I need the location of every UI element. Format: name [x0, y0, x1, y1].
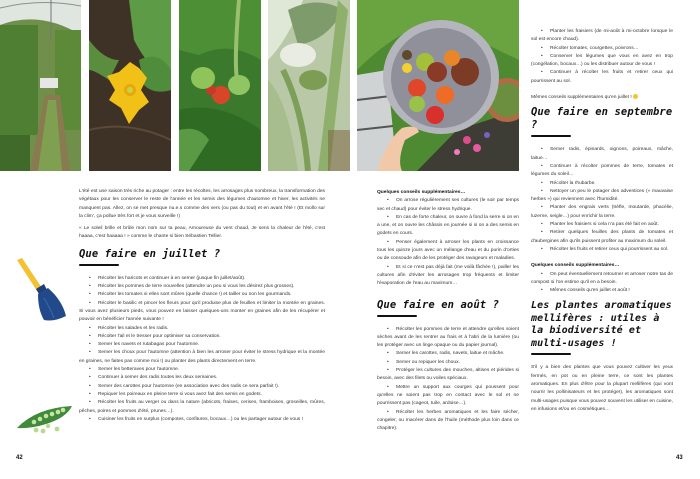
list-item: • Semer les choux pour l'automne (attention à bien les arroser pour éviter le stress hydrique et la montée en graines, ne faites pas comme moi !) ou planter des plants directement en terre. — [79, 349, 325, 366]
list-item: • On arrose régulièrement ses cultures (le soir par temps sec et chaud) pour éviter le stress hydrique. — [377, 197, 519, 214]
list-item: • Conserver les légumes que vous en avez en trop (congélation, bocaux…) ou les distribuer autour de vous ! — [531, 53, 673, 70]
list-item: • Récolter les pommes de terre et attendre qu'elles soient sèches avant de les rentrer au frais et à l'abri de la lumière (ou les protéger avec un linge opaque ou du papier journal). — [377, 326, 519, 351]
list-item: • Semer ou repiquer les choux. — [377, 359, 519, 367]
aout-heading: Que faire en août ? — [377, 298, 500, 311]
conseils-septembre-list — [531, 271, 673, 296]
wink-emoji-icon — [633, 94, 638, 99]
list-item: • Récolter les fruits au verger ou dans la nature (abricots, fraises, cerises, framboises, groseilles, mûres, pêches, poires et pommes d'été, prunes…). — [79, 399, 325, 416]
page-number-right: 43 — [676, 455, 683, 461]
list-item: • Planter les fraisiers si cela n'a pas été fait en août. — [531, 221, 673, 229]
conseils-juillet-list — [377, 197, 519, 288]
aromatiques-heading: Les plantes aromatiques mellifères : utiles à la biodiversité et multi-usages ! — [531, 300, 672, 349]
heading-underline — [377, 315, 417, 317]
juillet-list — [79, 275, 325, 424]
tomato-bowl-photo — [357, 0, 519, 171]
list-item: • Planter les fraisiers (de mi-août à mi-octobre lorsque le sol est encore chaud). — [531, 28, 673, 45]
list-item: • Semer les navets et rutabagas pour l'automne. — [79, 341, 325, 349]
list-item: • On peut éventuellement retourner et arroser notre tas de compost si l'on estime qu'il en a besoin. — [531, 271, 673, 288]
list-item: • Mêmes conseils qu'en juillet et août ! — [531, 287, 673, 295]
aout-note — [531, 94, 673, 102]
conseils-juillet-heading: Quelques conseils supplémentaires… — [377, 190, 466, 195]
list-item: • Nettoyer un peu le potager des adventices (« mauvaise herbes ») qui reviennent avec l'humidité. — [531, 188, 673, 205]
septembre-heading: Que faire en septembre ? — [531, 106, 673, 132]
intro-paragraph-2: « Le soleil brille et brûle mon nom sur ta peau, Amoureuse du vent chaud, Je sens la chaleur de l'été, c'est haaaa, c'est haaaaa ! » comme le chante si bien Sébastien Tellier. — [79, 226, 325, 240]
shovel-illustration — [14, 256, 68, 324]
right-column — [531, 28, 673, 418]
heading-underline — [531, 135, 571, 137]
list-item: • Récolter le basilic et pincer les fleurs pour qu'il produise plus de feuilles et limiter la montée en graines. Si vous avez plusieurs pieds, vous pouvez en laisser quelques-uns monter en graines afin de les récupérer et pouvoir en bénéficier l'année suivante ! — [79, 300, 325, 325]
pea-pod-illustration — [16, 404, 74, 434]
list-item: • Semer radis, épinards, oignons, poireaux, mâche, laitue… — [531, 146, 673, 163]
heading-underline — [79, 264, 119, 266]
list-item: • Semer les betteraves pour l'automne. — [79, 366, 325, 374]
list-item: • Cuisiner les fruits en surplus (compotes, confitures, bocaux…) ou les partager autour de vous ! — [79, 416, 325, 424]
list-item: • Protéger les cultures des mouches, altises et piérides si besoin, avec des filets ou voiles spéciaux. — [377, 367, 519, 384]
list-item: • Et si ce n'est pas déjà fait (me voilà fâchée !), pailler les cultures afin d'éviter les arrosages trop fréquents et limiter l'évaporation de l'eau au maximum… — [377, 264, 519, 289]
list-item: • Semer les carottes, radis, navets, laitue et mâche. — [377, 350, 519, 358]
list-item: • Retirer quelques feuilles des plants de tomates et d'aubergines afin qu'ils puissent profiter au maximum du soleil. — [531, 229, 673, 246]
list-item: • Mettre un support aux courges qui poussent pour qu'elles ne soient pas trop en contact avec le sol et ne pourrissent pas (cageot, tuile, ardoise…). — [377, 384, 519, 409]
list-item: • Continuer à récolter les fruits et retirer ceux qui pourrissent au sol. — [531, 69, 673, 86]
septembre-list — [531, 146, 673, 254]
list-item: • Récolter les pommes de terre nouvelles (attendre un peu si vous les désirez plus grosses). — [79, 283, 325, 291]
list-item: • Récolter les herbes aromatiques et les faire sécher, congeler, ou macérer dans de l'huile (méthode plus loin dans ce chapitre). — [377, 409, 519, 434]
list-item: • Penser également à arroser les plants en croissance tous les quinze jours avec un mélange d'eau et du purin d'orties ou de consoude afin de les protéger des ravageurs et maladies. — [377, 239, 519, 264]
aout-list-part1 — [377, 326, 519, 434]
page-number-left: 42 — [16, 455, 23, 461]
zucchini-flower-photo — [89, 0, 171, 171]
list-item: • Récolter tomates, courgettes, poivrons… — [531, 45, 673, 53]
aout-list-part2 — [531, 28, 673, 86]
tomatoes-plant-photo — [179, 0, 261, 171]
aromatiques-paragraph: S'il y a bien des plantes que vous pouvez cultiver les yeux fermés, en pot ou en pleine terre, ce sont les plantes aromatiques. En plus d'être pour la plupart mellifères (qui vont nourrir les pollinisateurs et les protéger), les aromatiques sont multi-usages puisque vous pouvez souvent les utiliser en cuisine, en infusions et/ou en cosmétiques… — [531, 365, 673, 412]
conseils-septembre-heading: Quelques conseils supplémentaires… — [531, 263, 620, 269]
broccoli-stem-photo — [268, 0, 350, 171]
list-item: • Récolter l'ail et le tresser pour optimiser sa conservation. — [79, 333, 325, 341]
heading-underline — [531, 353, 571, 355]
left-column — [79, 188, 325, 424]
list-item: • Récolter les tomates si elles sont mûres (quelle chance !) et tailler ou non les gourmands. — [79, 291, 325, 299]
list-item: • Repiquer les poireaux en pleine terre si vous avez fait des semis en godets. — [79, 391, 325, 399]
list-item: • Continuer à récolter pommes de terre, tomates et légumes du soleil… — [531, 163, 673, 180]
juillet-heading: Que faire en juillet ? — [79, 247, 221, 260]
list-item: • Planter des engrais verts (trèfle, moutarde, phacélie, luzerne, seigle…) pour enrichir la terre. — [531, 204, 673, 221]
aout-note-text: Mêmes conseils supplémentaires qu'en juillet ! — [531, 95, 632, 101]
list-item: • Semer des carottes pour l'automne (en association avec des radis ce sera parfait !). — [79, 383, 325, 391]
intro-paragraph-1: L'été est une saison très riche au potager : entre les récoltes, les arrosages plus nombreux, la transformation des végétaux pour les conserver le reste de l'année et les semis des légumes d'automne et hiver, les activités ne manquent pas. Allez, on se met presque nu.e.s comme des vers (ou pas du tout) et en avant l'été ! (Et mollo sur la clim', ça pollue très fort et je vous surveille !) — [79, 189, 325, 219]
greenhouse-photo — [0, 0, 81, 171]
middle-column — [377, 189, 519, 433]
list-item: • Récolter les salades et les radis. — [79, 325, 325, 333]
list-item: • Récolter les fruits et retirer ceux qui pourrissent au sol. — [531, 246, 673, 254]
list-item: • Récolter la rhubarbe. — [531, 180, 673, 188]
list-item: • En cas de forte chaleur, on ouvre à fond la serre si on en a une, et on ouvre les châssis en journée si si on a des semis en godets en cours. — [377, 214, 519, 239]
list-item: • Récolter les haricots et continuer à en semer (jusque fin juillet/août). — [79, 275, 325, 283]
list-item: • Continuer à semer des radis toutes les deux semaines. — [79, 374, 325, 382]
